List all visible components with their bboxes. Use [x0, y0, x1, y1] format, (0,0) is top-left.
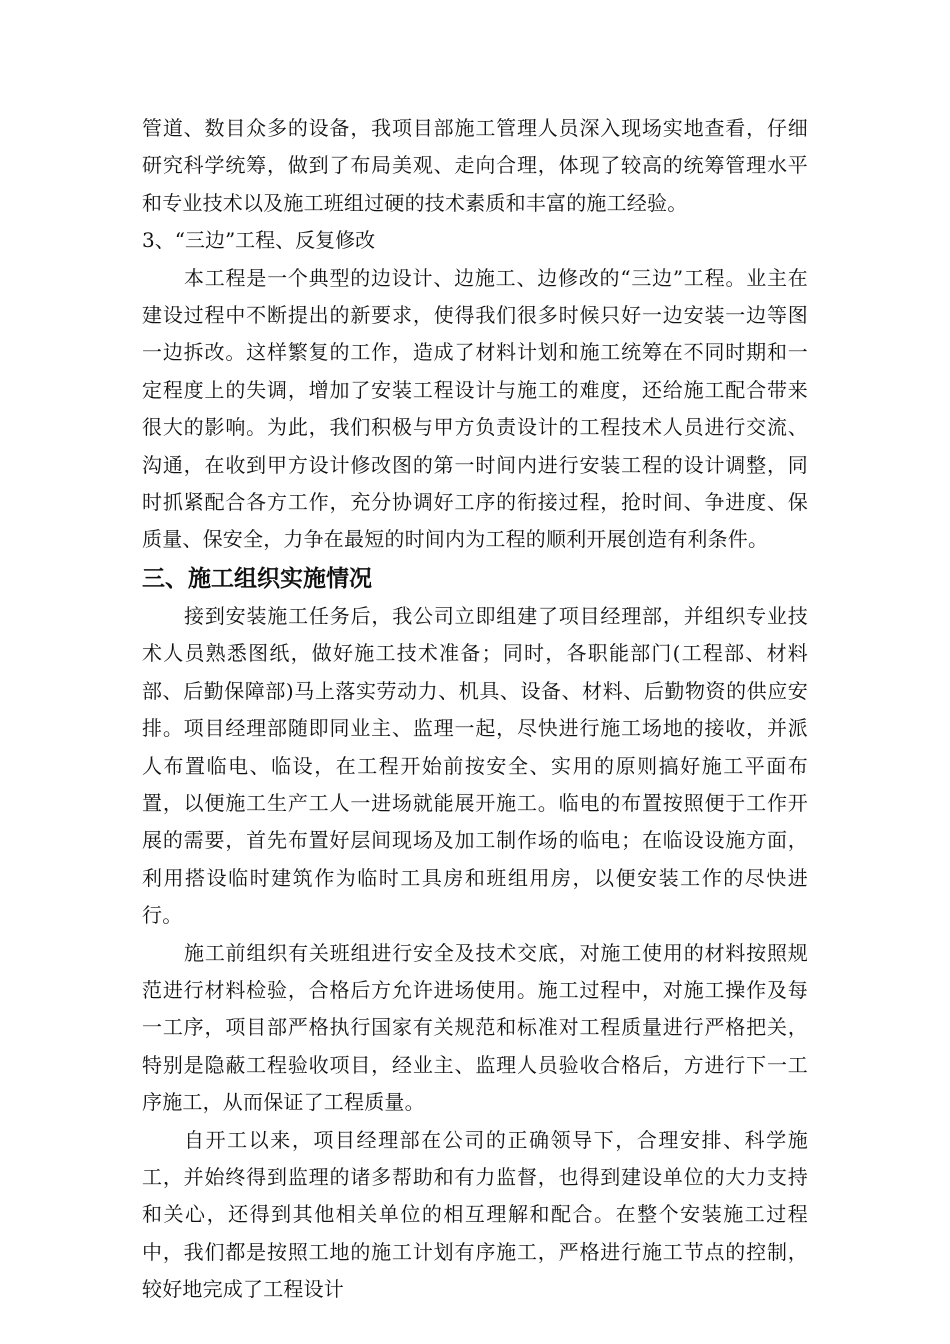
paragraph-continuation: 管道、数目众多的设备，我项目部施工管理人员深入现场实地查看，仔细研究科学统筹，做到了布局美观、走向合理，体现了较高的统筹管理水平和专业技术以及施工班组过硬的技术素质和丰富的施工经验。: [142, 116, 808, 215]
paragraph-three-side-project: 本工程是一个典型的边设计、边施工、边修改的“三边”工程。业主在建设过程中不断提出的新要求，使得我们很多时候只好一边安装一边等图一边拆改。这样繁复的工作，造成了材料计划和施工统筹在不同时期和一定程度上的失调，增加了安装工程设计与施工的难度，还给施工配合带来很大的影响。为此，我们积极与甲方负责设计的工程技术人员进行交流、沟通，在收到甲方设计修改图的第一时间内进行安装工程的设计调整，同时抓紧配合各方工作，充分协调好工序的衔接过程，抢时间、争进度、保质量、保安全，力争在最短的时间内为工程的顺利开展创造有利条件。: [142, 265, 808, 552]
subsection-heading: 3、“三边”工程、反复修改: [142, 228, 376, 253]
document-body: [142, 110, 808, 1309]
paragraph-organization: 接到安装施工任务后，我公司立即组建了项目经理部，并组织专业技术人员熟悉图纸，做好施工技术准备；同时，各职能部门(工程部、材料部、后勤保障部)马上落实劳动力、机具、设备、材料、后勤物资的供应安排。项目经理部随即同业主、监理一起，尽快进行施工场地的接收，并派人布置临电、临设，在工程开始前按安全、实用的原则搞好施工平面布置，以便施工生产工人一进场就能展开施工。临电的布置按照便于工作开展的需要，首先布置好层间现场及加工制作场的临电；在临设设施方面，利用搭设临时建筑作为临时工具房和班组用房，以便安装工作的尽快进行。: [142, 603, 808, 928]
paragraph-progress: 自开工以来，项目经理部在公司的正确领导下，合理安排、科学施工，并始终得到监理的诸多帮助和有力监督，也得到建设单位的大力支持和关心，还得到其他相关单位的相互理解和配合。在整个安装施工过程中，我们都是按照工地的施工计划有序施工，严格进行施工节点的控制，较好地完成了工程设计: [142, 1127, 808, 1302]
paragraph-quality-control: 施工前组织有关班组进行安全及技术交底，对施工使用的材料按照规范进行材料检验，合格后方允许进场使用。施工过程中，对施工操作及每一工序，项目部严格执行国家有关规范和标准对工程质量进行严格把关，特别是隐蔽工程验收项目，经业主、监理人员验收合格后，方进行下一工序施工，从而保证了工程质量。: [142, 940, 808, 1115]
section-title: 三、施工组织实施情况: [142, 565, 372, 592]
